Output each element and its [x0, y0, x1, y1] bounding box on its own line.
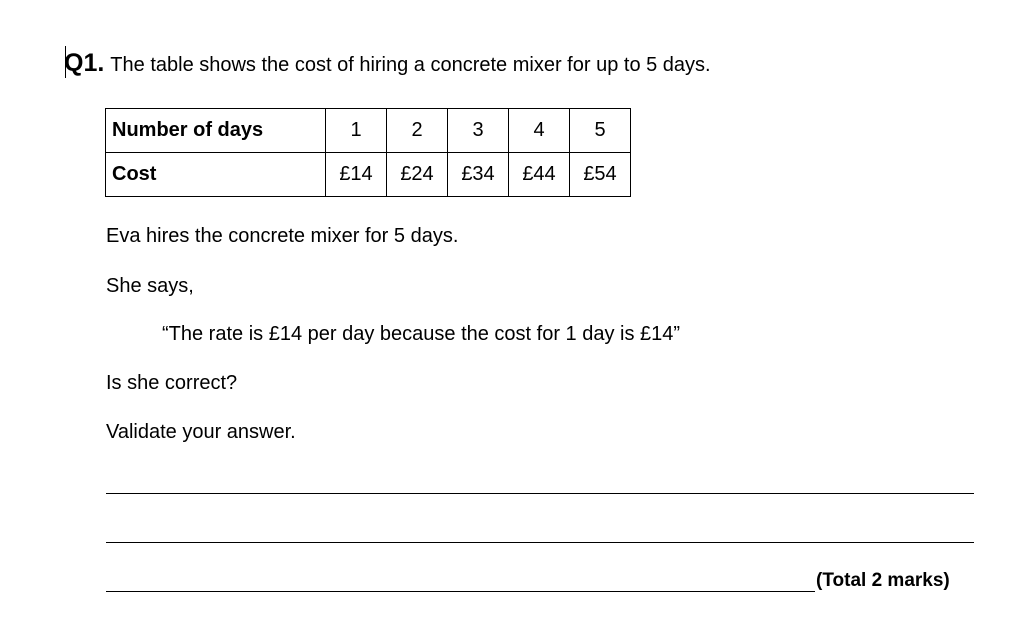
- table-cell-cost: £34: [448, 153, 509, 197]
- table-cell-cost: £14: [326, 153, 387, 197]
- total-marks: (Total 2 marks): [816, 570, 950, 591]
- cost-table: [105, 108, 631, 197]
- table-row-days: [106, 109, 631, 153]
- table-cell-day: 1: [326, 109, 387, 153]
- paragraph-instruction: Validate your answer.: [106, 421, 296, 443]
- paragraph-hire: Eva hires the concrete mixer for 5 days.: [106, 225, 459, 247]
- row-label-days: Number of days: [106, 109, 326, 153]
- quote-text: “The rate is £14 per day because the cost for 1 day is £14”: [162, 323, 681, 345]
- paragraph-says: She says,: [106, 275, 194, 297]
- answer-line[interactable]: [106, 591, 815, 592]
- table-row-cost: [106, 153, 631, 197]
- table-cell-day: 3: [448, 109, 509, 153]
- table-cell-cost: £44: [509, 153, 570, 197]
- question-number: Q1.: [64, 49, 105, 77]
- table-cell-day: 2: [387, 109, 448, 153]
- answer-line[interactable]: [106, 493, 974, 494]
- table-cell-cost: £24: [387, 153, 448, 197]
- table-cell-day: 5: [570, 109, 631, 153]
- paragraph-question: Is she correct?: [106, 372, 238, 394]
- row-label-cost: Cost: [106, 153, 326, 197]
- table-cell-day: 4: [509, 109, 570, 153]
- answer-line[interactable]: [106, 542, 974, 543]
- table-cell-cost: £54: [570, 153, 631, 197]
- question-text: The table shows the cost of hiring a concrete mixer for up to 5 days.: [110, 54, 711, 76]
- question-header: [64, 46, 711, 84]
